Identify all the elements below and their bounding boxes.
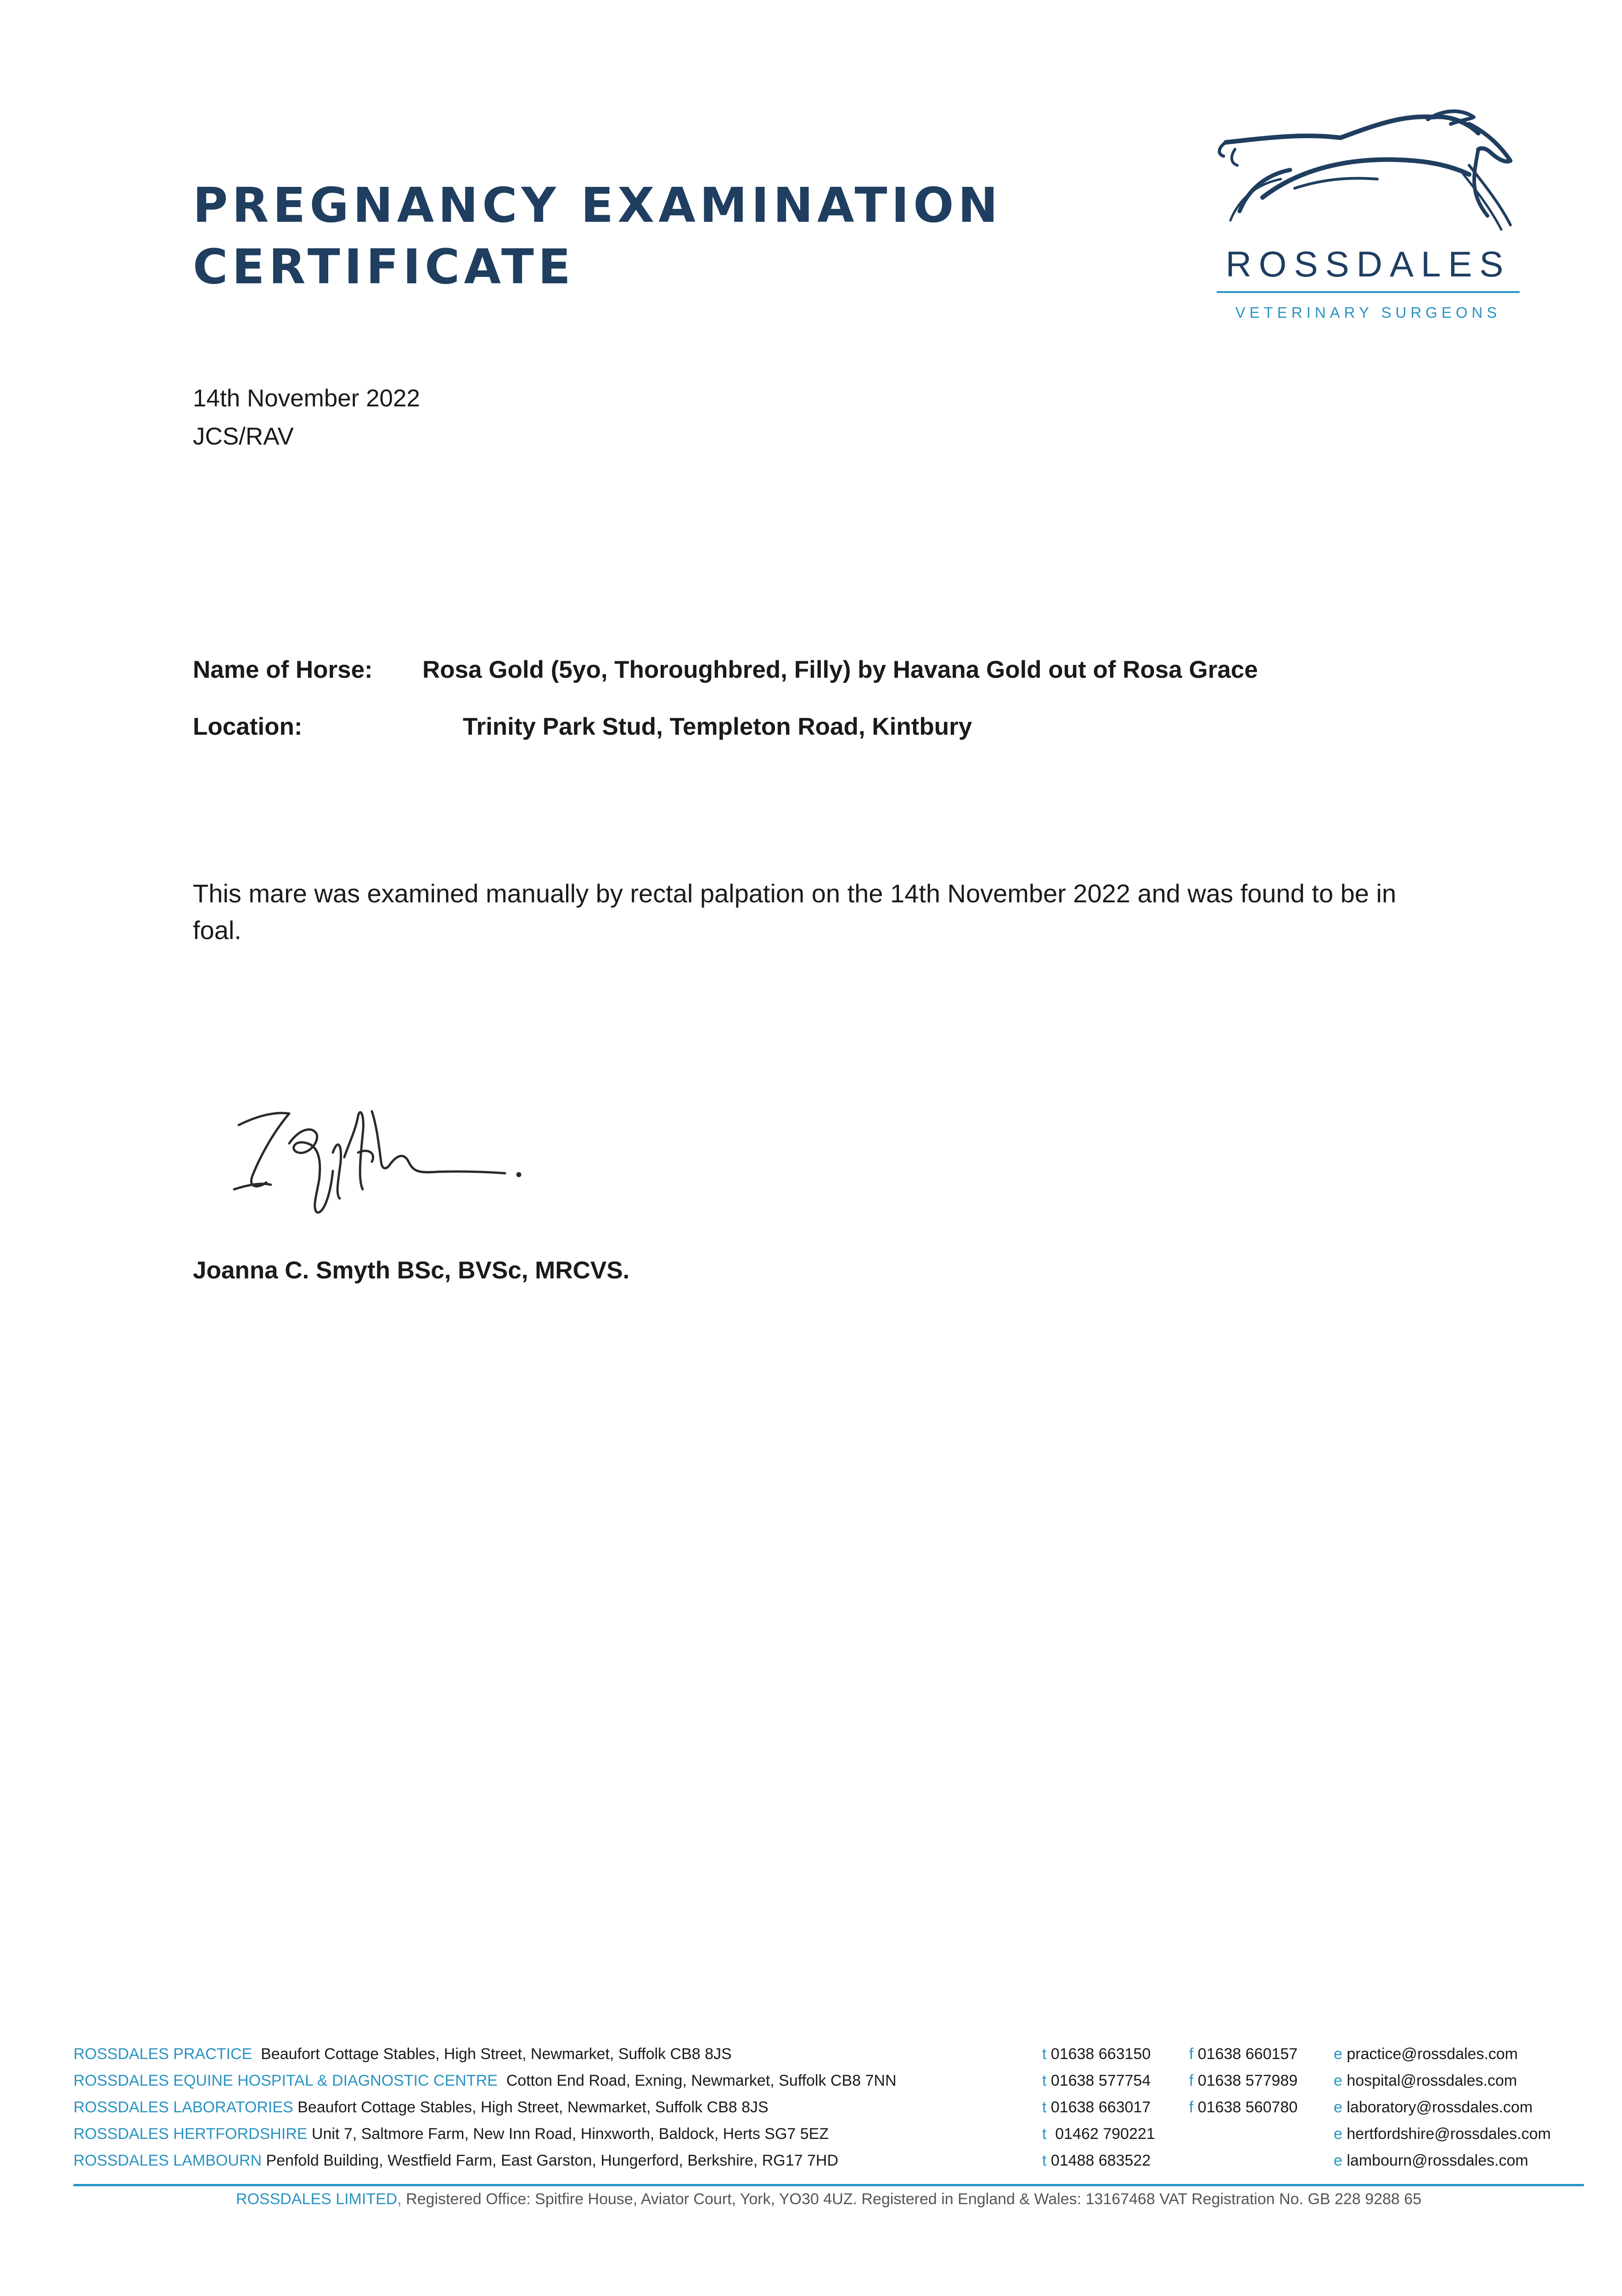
footer-fax-practice xyxy=(1189,2045,1297,2063)
email-prefix: e xyxy=(1334,2045,1342,2063)
tel-number: 01638 663150 xyxy=(1050,2045,1151,2063)
email-prefix: e xyxy=(1334,2125,1342,2143)
email-link[interactable]: lambourn@rossdales.com xyxy=(1347,2152,1528,2169)
company-name: ROSSDALES LIMITED, xyxy=(236,2190,402,2208)
fax-prefix: f xyxy=(1189,2099,1194,2116)
fax-prefix: f xyxy=(1189,2045,1194,2063)
footer-tel-laboratories xyxy=(1042,2099,1151,2116)
email-prefix: e xyxy=(1334,2152,1342,2169)
footer-office-practice xyxy=(73,2045,732,2063)
footer-office-laboratories xyxy=(73,2099,769,2116)
office-name: ROSSDALES LABORATORIES xyxy=(73,2099,293,2116)
registration-line xyxy=(73,2190,1584,2208)
footer-office-lambourn xyxy=(73,2152,838,2170)
logo-wordmark: ROSSDALES xyxy=(1225,244,1511,284)
tel-number: 01488 683522 xyxy=(1050,2152,1151,2169)
handwritten-signature xyxy=(220,1075,523,1235)
footer-email-hospital[interactable] xyxy=(1334,2072,1517,2090)
location-value: Trinity Park Stud, Templeton Road, Kintbury xyxy=(463,713,972,740)
fax-number: 01638 660157 xyxy=(1197,2045,1298,2063)
footer-office-hospital xyxy=(73,2072,897,2090)
email-link[interactable]: laboratory@rossdales.com xyxy=(1347,2099,1533,2116)
rossdales-logo xyxy=(1212,106,1524,344)
tel-prefix: t xyxy=(1042,2152,1047,2169)
horse-name-label: Name of Horse: xyxy=(193,656,373,683)
footer-fax-hospital xyxy=(1189,2072,1297,2090)
horse-name-value: Rosa Gold (5yo, Thoroughbred, Filly) by Havana Gold out of Rosa Grace xyxy=(422,656,1258,683)
footer-office-hertfordshire xyxy=(73,2125,829,2143)
email-link[interactable]: hertfordshire@rossdales.com xyxy=(1347,2125,1551,2143)
logo-divider xyxy=(1217,291,1520,293)
email-prefix: e xyxy=(1334,2099,1342,2116)
galloping-horse-icon xyxy=(1212,106,1524,243)
footer-email-hertfordshire[interactable] xyxy=(1334,2125,1551,2143)
footer-tel-lambourn xyxy=(1042,2152,1151,2170)
footer-tel-practice xyxy=(1042,2045,1151,2063)
footer-email-lambourn[interactable] xyxy=(1334,2152,1528,2170)
office-name: ROSSDALES PRACTICE xyxy=(73,2045,253,2063)
office-address: Unit 7, Saltmore Farm, New Inn Road, Hinxworth, Baldock, Herts SG7 5EZ xyxy=(311,2125,829,2143)
email-link[interactable]: practice@rossdales.com xyxy=(1347,2045,1518,2063)
title-line-1: PREGNANCY EXAMINATION xyxy=(193,177,1002,233)
office-name: ROSSDALES EQUINE HOSPITAL & DIAGNOSTIC CENTRE xyxy=(73,2072,498,2089)
office-address: Penfold Building, Westfield Farm, East Garston, Hungerford, Berkshire, RG17 7HD xyxy=(266,2152,839,2169)
email-link[interactable]: hospital@rossdales.com xyxy=(1347,2072,1517,2089)
fax-prefix: f xyxy=(1189,2072,1194,2089)
footer-email-practice[interactable] xyxy=(1334,2045,1518,2063)
location-label: Location: xyxy=(193,713,303,740)
reference-block xyxy=(193,379,420,456)
footer-tel-hospital xyxy=(1042,2072,1151,2090)
tel-number: 01638 577754 xyxy=(1050,2072,1151,2089)
office-name: ROSSDALES HERTFORDSHIRE xyxy=(73,2125,308,2143)
certificate-date: 14th November 2022 xyxy=(193,385,420,412)
office-address: Beaufort Cottage Stables, High Street, Newmarket, Suffolk CB8 8JS xyxy=(261,2045,732,2063)
signatory-name: Joanna C. Smyth BSc, BVSc, MRCVS. xyxy=(193,1257,630,1284)
tel-prefix: t xyxy=(1042,2125,1047,2143)
fax-number: 01638 560780 xyxy=(1197,2099,1298,2116)
footer-tel-hertfordshire xyxy=(1042,2125,1155,2143)
email-prefix: e xyxy=(1334,2072,1342,2089)
page-title xyxy=(193,174,1002,298)
office-name: ROSSDALES LAMBOURN xyxy=(73,2152,262,2169)
registration-details: Registered Office: Spitfire House, Aviator Court, York, YO30 4UZ. Registered in England & Wales: 13167468 VAT Registration No. GB 228 9288 65 xyxy=(406,2190,1422,2208)
footer-email-laboratories[interactable] xyxy=(1334,2099,1532,2116)
reference-code: JCS/RAV xyxy=(193,423,294,450)
office-address: Beaufort Cottage Stables, High Street, Newmarket, Suffolk CB8 8JS xyxy=(297,2099,769,2116)
tel-prefix: t xyxy=(1042,2045,1047,2063)
examination-statement: This mare was examined manually by rectal palpation on the 14th November 2022 and was found to be in foal. xyxy=(193,879,1397,945)
tel-prefix: t xyxy=(1042,2072,1047,2089)
footer-divider xyxy=(73,2184,1584,2186)
tel-number: 01638 663017 xyxy=(1050,2099,1151,2116)
tel-prefix: t xyxy=(1042,2099,1047,2116)
logo-subtitle: VETERINARY SURGEONS xyxy=(1235,304,1501,321)
title-line-2: CERTIFICATE xyxy=(193,239,575,295)
tel-number: 01462 790221 xyxy=(1055,2125,1155,2143)
fax-number: 01638 577989 xyxy=(1197,2072,1298,2089)
office-address: Cotton End Road, Exning, Newmarket, Suffolk CB8 7NN xyxy=(506,2072,897,2089)
footer-fax-laboratories xyxy=(1189,2099,1297,2116)
